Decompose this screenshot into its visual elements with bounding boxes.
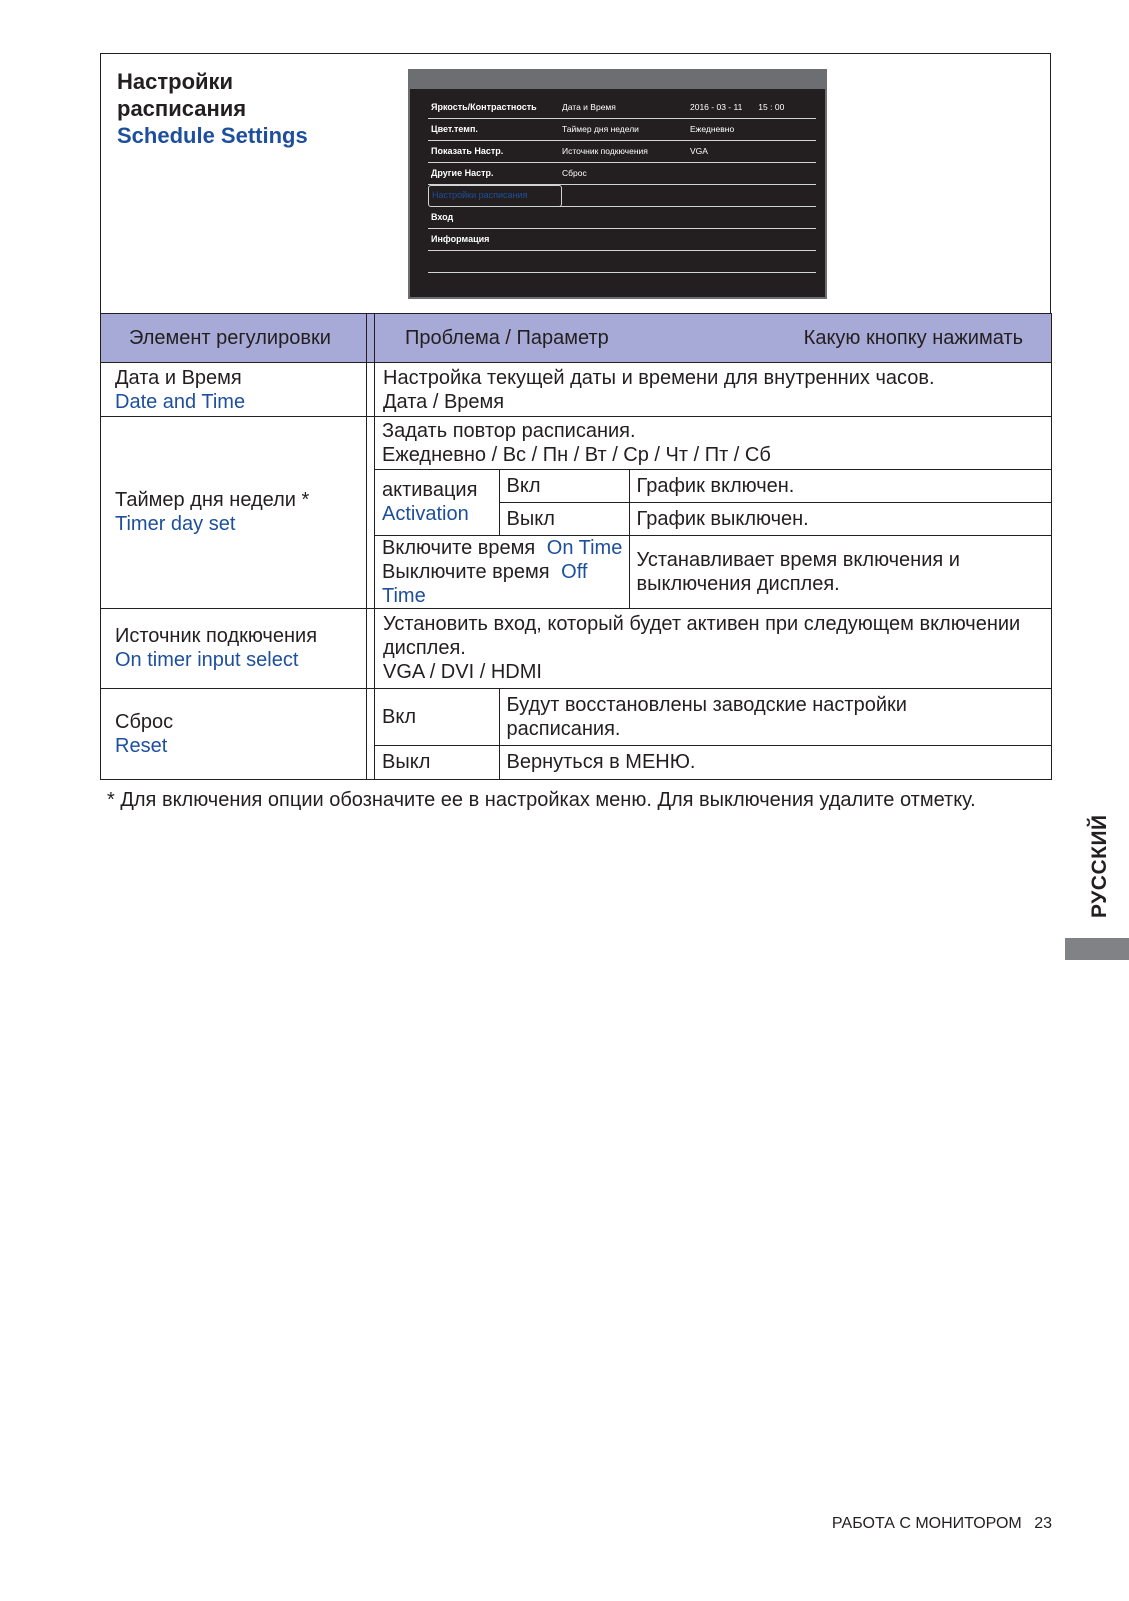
item-date-time-en: Date and Time: [115, 390, 246, 413]
on-time-en: On Time: [546, 536, 623, 559]
header-cell-param: [375, 314, 1052, 363]
osd-main-menu: [414, 97, 562, 273]
on-off-time-row: [375, 535, 1052, 608]
item-cell-timer-day: [101, 417, 367, 609]
time-desc-line1: Устанавливает время включения и: [636, 548, 960, 571]
section-title-ru-line1: Настройки: [117, 69, 234, 94]
item-reset-en: Reset: [115, 734, 168, 757]
footer-chapter: РАБОТА С МОНИТОРОМ: [831, 1515, 1022, 1532]
osd-value-empty: [687, 207, 816, 229]
item-date-time-ru: Дата и Время: [115, 366, 242, 389]
input-select-values: VGA / DVI / HDMI: [383, 661, 542, 683]
timer-repeat-desc: Задать повтор расписания.: [382, 419, 636, 442]
input-select-desc-line1: Установить вход, который будет активен при следующем включении: [383, 613, 1021, 635]
item-reset-ru: Сброс: [115, 710, 174, 733]
osd-item-color-temp: Цвет.темп.: [428, 119, 562, 141]
settings-table: [100, 313, 1052, 780]
osd-sub-reset: Сброс: [559, 163, 687, 185]
osd-value-empty: [687, 251, 816, 273]
osd-value-datetime: [687, 97, 816, 119]
osd-sub-date-time: Дата и Время: [559, 97, 687, 119]
language-side-label: РУССКИЙ: [1088, 814, 1111, 918]
section-header-box: [100, 53, 1051, 313]
column-divider: [367, 688, 375, 779]
reset-on-row: [375, 689, 1052, 746]
item-cell-input-select: [101, 608, 367, 688]
osd-item-display-settings: Показать Настр.: [428, 141, 562, 163]
osd-value-time: 15 : 00: [758, 102, 785, 112]
activation-on-label: Вкл: [499, 469, 629, 502]
page-number: 23: [1034, 1515, 1052, 1532]
activation-on-row: [375, 469, 1052, 502]
osd-value-empty: [687, 185, 816, 207]
table-row-date-time: [101, 363, 1052, 417]
osd-title-bar: [410, 71, 825, 89]
section-title: [117, 68, 308, 149]
time-desc-cell: [629, 535, 1052, 608]
osd-item-empty: [428, 251, 562, 273]
osd-value-empty: [687, 163, 816, 185]
osd-sub-input-source: Источник подкючения: [559, 141, 687, 163]
date-time-values: Дата / Время: [383, 390, 505, 413]
column-divider: [367, 417, 375, 609]
column-divider: [367, 363, 375, 417]
on-time-line: [382, 536, 629, 560]
language-side-tab: [1065, 938, 1129, 960]
reset-subtable: [375, 689, 1052, 779]
on-time-ru: Включите время: [382, 536, 536, 559]
osd-item-schedule-settings: Настройки расписания: [428, 185, 562, 207]
osd-sub-timer-day: Таймер дня недели: [559, 119, 687, 141]
activation-cell: [375, 469, 499, 535]
table-row-reset: [101, 688, 1052, 779]
osd-item-brightness: Яркость/Контрастность: [428, 97, 562, 119]
item-timer-day-ru: Таймер дня недели *: [115, 489, 310, 512]
off-time-line: [382, 560, 629, 608]
footnote: * Для включения опции обозначите ее в настройках меню. Для выключения удалите отметку.: [107, 789, 976, 811]
time-desc-line2: выключения дисплея.: [636, 572, 840, 595]
table-row-input-select: [101, 608, 1052, 688]
osd-item-information: Информация: [428, 229, 562, 251]
osd-sub-empty: [559, 251, 687, 273]
osd-value-timer-day: Ежедневно: [687, 119, 816, 141]
item-cell-date-time: [101, 363, 367, 417]
reset-on-label: Вкл: [375, 689, 499, 746]
reset-on-desc-line2: расписания.: [506, 717, 621, 740]
desc-cell-reset: [375, 688, 1052, 779]
osd-submenu: [551, 97, 687, 273]
section-title-ru-line2: расписания: [117, 96, 247, 121]
date-time-desc: Настройка текущей даты и времени для внутренних часов.: [383, 366, 935, 389]
off-time-ru: Выключите время: [382, 560, 550, 583]
timer-days-list: Ежедневно / Вс / Пн / Вт / Ср / Чт / Пт / Сб: [382, 443, 771, 466]
item-cell-reset: [101, 688, 367, 779]
timer-day-subtable: [375, 417, 1052, 608]
reset-off-desc: Вернуться в МЕНЮ.: [499, 746, 1052, 779]
osd-item-other-settings: Другие Настр.: [428, 163, 562, 185]
header-button-label: Какую кнопку нажимать: [803, 327, 1023, 349]
section-title-en: Schedule Settings: [117, 123, 308, 148]
activation-ru: активация: [382, 479, 478, 501]
desc-cell-timer-day: [375, 417, 1052, 609]
reset-on-desc-cell: [499, 689, 1052, 746]
desc-cell-input-select: [375, 608, 1052, 688]
osd-menu-screenshot: [408, 69, 827, 299]
activation-off-label: Выкл: [499, 502, 629, 535]
timer-repeat-row: [375, 417, 1052, 469]
column-divider: [367, 314, 375, 363]
page-footer: [832, 1515, 1052, 1533]
header-item-label: Элемент регулировки: [129, 327, 331, 349]
osd-value-date: 2016 - 03 - 11: [690, 102, 743, 112]
off-time-en: Off Time: [382, 560, 588, 607]
activation-on-desc: График включен.: [629, 469, 1052, 502]
item-input-select-ru: Источник подкючения: [115, 625, 318, 647]
input-select-desc-line2: дисплея.: [383, 637, 466, 659]
osd-item-input: Вход: [428, 207, 562, 229]
osd-value-input: VGA: [687, 141, 816, 163]
item-timer-day-en: Timer day set: [115, 513, 236, 536]
column-divider: [367, 608, 375, 688]
osd-sub-empty: [559, 229, 687, 251]
table-header-row: [101, 314, 1052, 363]
activation-off-desc: График выключен.: [629, 502, 1052, 535]
item-input-select-en: On timer input select: [115, 649, 299, 671]
activation-en: Activation: [382, 503, 469, 525]
osd-values: [687, 97, 816, 273]
reset-off-label: Выкл: [375, 746, 499, 779]
header-param-label: Проблема / Параметр: [405, 327, 609, 349]
table-row-timer-day: [101, 417, 1052, 609]
osd-sub-empty: [559, 207, 687, 229]
desc-cell-date-time: [375, 363, 1052, 417]
reset-off-row: [375, 746, 1052, 779]
header-cell-item: [101, 314, 367, 363]
timer-repeat-cell: [375, 417, 1052, 469]
osd-sub-empty: [559, 185, 687, 207]
osd-value-empty: [687, 229, 816, 251]
on-off-time-cell: [375, 535, 629, 608]
reset-on-desc-line1: Будут восстановлены заводские настройки: [506, 693, 907, 716]
